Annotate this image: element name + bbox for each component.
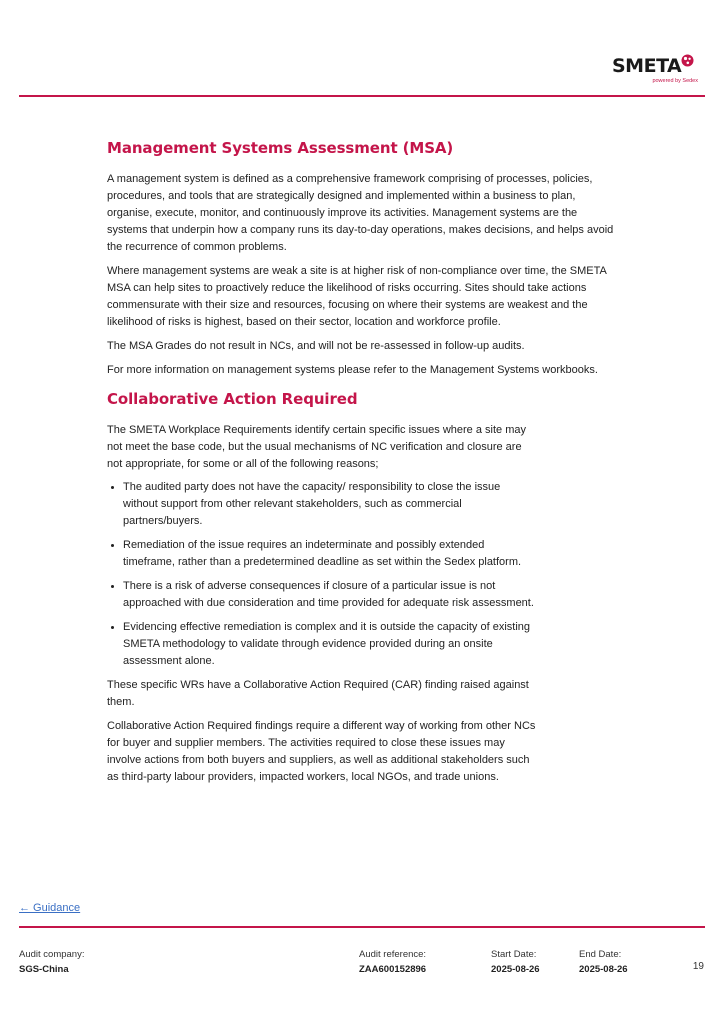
page-number: 19 xyxy=(692,961,704,972)
footer-divider xyxy=(19,926,705,928)
header-divider xyxy=(19,95,705,97)
msa-heading: Management Systems Assessment (MSA) xyxy=(107,139,454,157)
audit-reference-label: Audit reference: xyxy=(359,949,427,960)
msa-paragraph: The MSA Grades do not result in NCs, and will not be re-assessed in follow-up audits. xyxy=(107,340,525,352)
list-item: • Remediation of the issue requires an indeterminate and possibly extended timeframe, rather than a predetermined deadline as set within the Sedex platform. xyxy=(123,537,537,571)
car-intro: The SMETA Workplace Requirements identify certain specific issues where a site may not meet the base code, but the usual mechanisms of NC verification and closure are not appropriate, for some or all of the following reasons; xyxy=(107,424,526,470)
logo-text: SMETA xyxy=(612,55,682,77)
page-header xyxy=(0,0,724,100)
list-item: • There is a risk of adverse consequences if closure of a particular issue is not approached with due consideration and time provided for adequate risk assessment. xyxy=(123,578,537,612)
audit-company xyxy=(19,947,84,977)
audit-company-value: SGS-China xyxy=(19,964,69,975)
start-date-value: 2025-08-26 xyxy=(491,964,540,975)
logo-dots-icon xyxy=(681,54,694,67)
msa-paragraph: A management system is defined as a comprehensive framework comprising of processes, policies, procedures, and tools that are strategically designed and implemented within a business to plan, organise, execute, monitor, and continuously improve its activities. Management systems are the systems that underpin how a company runs its day-to-day operations, makes decisions, and helps avoid the recurrence of common problems. xyxy=(107,173,614,253)
list-item: • The audited party does not have the capacity/ responsibility to close the issue without support from other relevant stakeholders, such as commercial partners/buyers. xyxy=(123,479,537,530)
msa-paragraph: For more information on management systems please refer to the Management Systems workbooks. xyxy=(107,364,598,376)
smeta-logo xyxy=(612,54,702,90)
start-date xyxy=(491,947,540,977)
car-heading: Collaborative Action Required xyxy=(107,390,358,408)
audit-company-label: Audit company: xyxy=(19,949,85,960)
start-date-label: Start Date: xyxy=(491,949,537,960)
guidance-back-link[interactable]: ← Guidance xyxy=(19,902,81,914)
page-footer xyxy=(0,944,724,1004)
main-content xyxy=(107,137,617,786)
car-paragraph: These specific WRs have a Collaborative Action Required (CAR) finding raised against them. xyxy=(107,679,529,708)
car-reasons-list xyxy=(107,479,537,670)
audit-reference-value: ZAA600152896 xyxy=(359,964,427,975)
list-item: • Evidencing effective remediation is complex and it is outside the capacity of existing SMETA methodology to validate through evidence provided during an onsite assessment alone. xyxy=(123,619,537,670)
end-date-label: End Date: xyxy=(579,949,622,960)
end-date-value: 2025-08-26 xyxy=(579,964,628,975)
end-date xyxy=(579,947,628,977)
logo-subtitle: powered by Sedex xyxy=(652,78,698,84)
msa-paragraph: Where management systems are weak a site is at higher risk of non-compliance over time, the SMETA MSA can help sites to proactively reduce the likelihood of risks occurring. Sites should take actions commensurate with their size and resources, focusing on where their systems are weakest and the likelihood of risks is highest, based on their sector, location and workforce profile. xyxy=(107,265,607,328)
audit-reference xyxy=(359,947,426,977)
car-paragraph: Collaborative Action Required findings require a different way of working from other NCs for buyer and supplier members. The activities required to close these issues may involve actions from both buyers and suppliers, as well as additional stakeholders such as third-party labour providers, impacted workers, local NGOs, and trade unions. xyxy=(107,720,536,783)
